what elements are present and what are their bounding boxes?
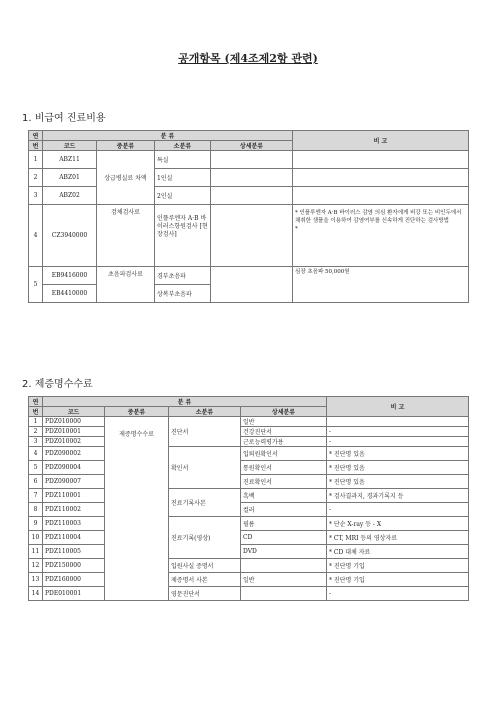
header-mid: 중분류 — [97, 141, 155, 151]
table-row — [29, 461, 469, 475]
mid-room-cell: 상급병실료 차액 — [97, 151, 155, 205]
row-note — [293, 187, 469, 205]
row-no: 1 — [29, 417, 43, 427]
table-row — [29, 417, 469, 427]
note-exam-text: * 인플루엔자 A·B 바이러스 감염 의심 환자에게 비강 또는 비인두에서 채취한 샘플을 이용하여 감염여부를 신속하게 진단하는 검사방법 — [295, 210, 462, 224]
table-row — [29, 559, 469, 573]
table-row — [29, 475, 469, 489]
row-code: PDZ090002 — [43, 447, 105, 461]
row-detail: 건강진단서 — [241, 427, 327, 437]
header-mid: 중분류 — [105, 407, 169, 417]
row-no: 7 — [29, 489, 43, 503]
row-no: 10 — [29, 531, 43, 545]
row-no: 12 — [29, 559, 43, 573]
row-code: PDZ010002 — [43, 437, 105, 447]
header-note: 비 고 — [327, 397, 469, 417]
row-note: * 단순 X-ray 등 - X — [327, 517, 469, 531]
row-no: 5 — [29, 461, 43, 475]
row-no: 5 — [29, 267, 43, 303]
row-code: PDZ160000 — [43, 573, 105, 587]
row-code: EB4410000 — [43, 285, 97, 303]
row-code: EB9416000 — [43, 267, 97, 285]
row-note: * CD 대체 자료 — [327, 545, 469, 559]
small-exam-cell: 인플루엔자 A·B 바이러스항원검사 [현장검사] — [155, 205, 211, 267]
row-no: 3 — [29, 187, 43, 205]
row-detail — [211, 151, 293, 169]
row-detail — [211, 205, 293, 267]
small-diag-cell: 진단서 — [169, 417, 241, 447]
small-image-cell: 진료기록(영상) — [169, 517, 241, 559]
table-row — [29, 573, 469, 587]
table-row — [29, 205, 469, 267]
row-small: 2인실 — [155, 187, 211, 205]
row-small: 입원사실 증명서 — [169, 559, 241, 573]
small-ultra-a: 경부초음파 — [155, 267, 211, 285]
row-detail: 흑백 — [241, 489, 327, 503]
row-code: ABZ11 — [43, 151, 97, 169]
small-confirm-cell: 확인서 — [169, 447, 241, 489]
row-no: 14 — [29, 587, 43, 601]
mid-exam-cell: 검체검사료 — [97, 205, 155, 267]
note-exam-star: * — [295, 226, 298, 232]
row-code: ABZ02 — [43, 187, 97, 205]
table-row — [29, 427, 469, 437]
header-no-2: 번 — [29, 141, 43, 151]
row-code: CZ3940000 — [43, 205, 97, 267]
row-code: ABZ01 — [43, 169, 97, 187]
noncovered-fee-table — [28, 130, 469, 303]
header-group: 분 류 — [43, 397, 327, 407]
table-row — [29, 187, 469, 205]
section-1-heading: 1. 비급여 진료비용 — [22, 113, 106, 124]
header-no-2: 번 — [29, 407, 43, 417]
row-small: 제증명서 사본 — [169, 573, 241, 587]
row-note: * CT, MRI 등의 영상자료 — [327, 531, 469, 545]
row-detail — [241, 587, 327, 601]
row-note: - — [327, 437, 469, 447]
table-row — [29, 267, 469, 285]
row-small: 특실 — [155, 151, 211, 169]
row-no: 4 — [29, 205, 43, 267]
header-code: 코드 — [43, 407, 105, 417]
row-detail: 진료확인서 — [241, 475, 327, 489]
row-no: 4 — [29, 447, 43, 461]
table-row — [29, 489, 469, 503]
note-ultra-cell: 심장 초음파 50,000원 — [293, 267, 469, 303]
row-no: 6 — [29, 475, 43, 489]
row-code: PDZ010001 — [43, 427, 105, 437]
row-detail: 근로능력평가용 — [241, 437, 327, 447]
table-row — [29, 531, 469, 545]
table-row — [29, 503, 469, 517]
row-code: PDZ010000 — [43, 417, 105, 427]
row-code: PDZ090007 — [43, 475, 105, 489]
header-detail: 상세분류 — [211, 141, 293, 151]
row-no: 13 — [29, 573, 43, 587]
row-code: PDZ110004 — [43, 531, 105, 545]
row-no: 3 — [29, 437, 43, 447]
row-note: * 진단명 기입 — [327, 559, 469, 573]
page-title: 공개항목 (제4조제2항 관련) — [178, 52, 318, 65]
row-detail: 일반 — [241, 417, 327, 427]
row-note — [293, 151, 469, 169]
header-code: 코드 — [43, 141, 97, 151]
row-no: 1 — [29, 151, 43, 169]
table-row — [29, 169, 469, 187]
row-note: - — [327, 427, 469, 437]
certificate-fee-table — [28, 396, 469, 601]
row-code: PDZ150000 — [43, 559, 105, 573]
row-no: 9 — [29, 517, 43, 531]
row-no: 2 — [29, 427, 43, 437]
row-detail — [211, 187, 293, 205]
row-no: 8 — [29, 503, 43, 517]
row-note: * 검사결과지, 경과기록지 등 — [327, 489, 469, 503]
row-code: PDE010001 — [43, 587, 105, 601]
table-row — [29, 587, 469, 601]
row-detail: DVD — [241, 545, 327, 559]
table-row — [29, 437, 469, 447]
row-detail: 컬러 — [241, 503, 327, 517]
row-code: PDZ090004 — [43, 461, 105, 475]
table-row — [29, 517, 469, 531]
header-note: 비 고 — [293, 131, 469, 151]
section-2-heading: 2. 제증명수수료 — [22, 379, 93, 390]
row-note: * 진단명 기입 — [327, 573, 469, 587]
row-code: PDZ110001 — [43, 489, 105, 503]
row-detail: 일반 — [241, 573, 327, 587]
row-note: - — [327, 503, 469, 517]
mid-main-cell: 제증명수수료 — [105, 417, 169, 601]
header-no: 연 — [29, 397, 43, 407]
small-copy-cell: 진료기록사본 — [169, 489, 241, 517]
row-code: PDZ110002 — [43, 503, 105, 517]
table-row — [29, 447, 469, 461]
row-note — [327, 417, 469, 427]
row-detail: 필름 — [241, 517, 327, 531]
row-detail: CD — [241, 531, 327, 545]
header-detail: 상세분류 — [241, 407, 327, 417]
row-note: * 진단명 있음 — [327, 447, 469, 461]
row-code: PDZ110003 — [43, 517, 105, 531]
header-group: 분 류 — [43, 131, 293, 141]
row-detail: 입퇴원확인서 — [241, 447, 327, 461]
small-ultra-b: 상복부초음파 — [155, 285, 211, 303]
row-note: - — [327, 587, 469, 601]
row-detail: 통원확인서 — [241, 461, 327, 475]
row-small: 1인실 — [155, 169, 211, 187]
note-exam-cell — [293, 205, 469, 267]
table-row — [29, 151, 469, 169]
row-note — [293, 169, 469, 187]
row-note: * 진단명 있음 — [327, 475, 469, 489]
header-no: 연 — [29, 131, 43, 141]
row-no: 11 — [29, 545, 43, 559]
header-small: 소분류 — [155, 141, 211, 151]
header-small: 소분류 — [169, 407, 241, 417]
row-note: * 진단명 있음 — [327, 461, 469, 475]
row-detail — [211, 169, 293, 187]
row-no: 2 — [29, 169, 43, 187]
row-code: PDZ110005 — [43, 545, 105, 559]
row-detail — [241, 559, 327, 573]
mid-ultra-cell: 초음파검사료 — [97, 267, 155, 303]
table-row — [29, 545, 469, 559]
row-detail — [211, 267, 293, 303]
row-small: 영문진단서 — [169, 587, 241, 601]
